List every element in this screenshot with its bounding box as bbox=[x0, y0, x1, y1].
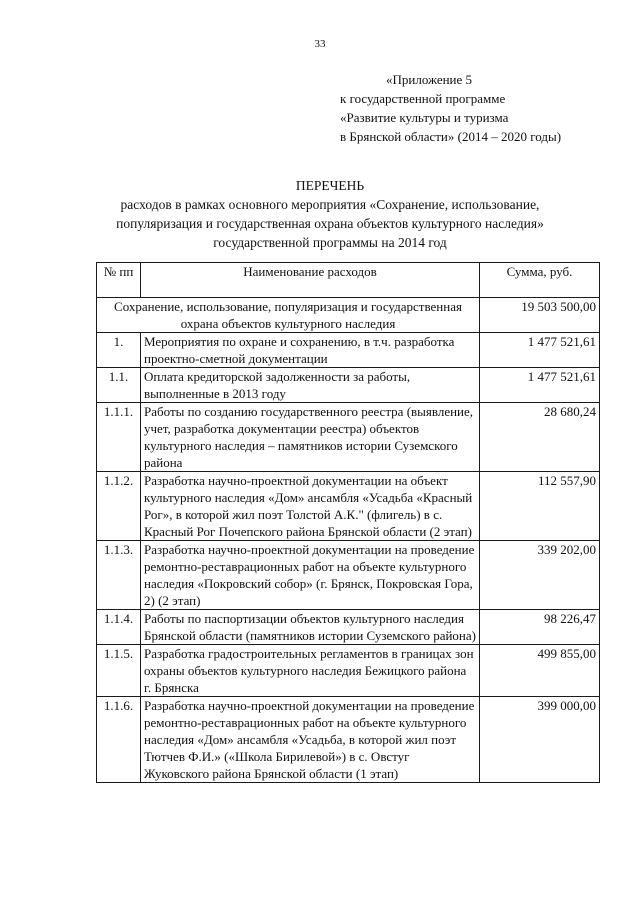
appendix-line: «Развитие культуры и туризма bbox=[340, 110, 509, 125]
row-number: 1.1.3. bbox=[97, 541, 141, 610]
header-num: № пп bbox=[97, 263, 141, 298]
table-header-row bbox=[97, 263, 600, 298]
heading-line: государственной программы на 2014 год bbox=[213, 235, 447, 250]
row-name: Разработка градостроительных регламентов в границах зон охраны объектов культурного наследия Бежицкого района г. Брянска bbox=[141, 645, 480, 697]
row-name: Мероприятия по охране и сохранению, в т.ч. разработка проектно-сметной документации bbox=[141, 333, 480, 368]
row-name: Разработка научно-проектной документации на проведение ремонтно-реставрационных работ на объекте культурного наследия «Покровский собор» (г. Брянск, Покровская Гора, 2) (2 этап) bbox=[141, 541, 480, 610]
appendix-line: «Приложение 5 bbox=[386, 72, 473, 87]
row-sum: 399 000,00 bbox=[480, 697, 600, 783]
total-name: Сохранение, использование, популяризация и государственная охрана объектов культурного наследия bbox=[97, 298, 480, 333]
row-name: Разработка научно-проектной документации на проведение ремонтно-реставрационных работ на объекте культурного наследия «Дом» ансамбля «Усадьба, в которой жил поэт Тютчев Ф.И.» («Школа Бирилевой») в с. Овстуг Жуковского района Брянской области (1 этап) bbox=[141, 697, 480, 783]
row-sum: 1 477 521,61 bbox=[480, 368, 600, 403]
row-number: 1.1.5. bbox=[97, 645, 141, 697]
heading-line: расходов в рамках основного мероприятия «Сохранение, использование, bbox=[120, 197, 540, 212]
appendix-line: к государственной программе bbox=[340, 91, 506, 106]
table-row bbox=[97, 368, 600, 403]
table-row bbox=[97, 403, 600, 472]
document-title: ПЕРЕЧЕНЬ bbox=[295, 178, 365, 193]
row-number: 1.1.6. bbox=[97, 697, 141, 783]
row-sum: 499 855,00 bbox=[480, 645, 600, 697]
row-sum: 98 226,47 bbox=[480, 610, 600, 645]
table-row bbox=[97, 645, 600, 697]
row-sum: 1 477 521,61 bbox=[480, 333, 600, 368]
row-sum: 112 557,90 bbox=[480, 472, 600, 541]
table-row bbox=[97, 472, 600, 541]
row-number: 1.1. bbox=[97, 368, 141, 403]
row-number: 1.1.2. bbox=[97, 472, 141, 541]
page-number: 33 bbox=[314, 38, 326, 50]
table-row bbox=[97, 610, 600, 645]
row-sum: 339 202,00 bbox=[480, 541, 600, 610]
total-row bbox=[97, 298, 600, 333]
heading-line: популяризация и государственная охрана объектов культурного наследия» bbox=[116, 216, 544, 231]
expenses-table bbox=[96, 262, 600, 783]
row-number: 1.1.4. bbox=[97, 610, 141, 645]
appendix-reference bbox=[340, 70, 630, 146]
table-row bbox=[97, 333, 600, 368]
total-sum: 19 503 500,00 bbox=[480, 298, 600, 333]
table-row bbox=[97, 541, 600, 610]
row-name: Оплата кредиторской задолженности за работы, выполненные в 2013 году bbox=[141, 368, 480, 403]
row-number: 1. bbox=[97, 333, 141, 368]
row-number: 1.1.1. bbox=[97, 403, 141, 472]
row-name: Работы по паспортизации объектов культурного наследия Брянской области (памятников истории Суземского района) bbox=[141, 610, 480, 645]
header-sum: Сумма, руб. bbox=[480, 263, 600, 298]
row-name: Работы по созданию государственного реестра (выявление, учет, разработка документации реестра) объектов культурного наследия – памятников истории Суземского района bbox=[141, 403, 480, 472]
appendix-line: в Брянской области» (2014 – 2020 годы) bbox=[340, 129, 562, 144]
document-heading bbox=[60, 176, 600, 252]
row-sum: 28 680,24 bbox=[480, 403, 600, 472]
table-row bbox=[97, 697, 600, 783]
row-name: Разработка научно-проектной документации на объект культурного наследия «Дом» ансамбля «Усадьба «Красный Рог», в которой жил поэт Толстой А.К." (флигель) в с. Красный Рог Почепского района Брянской области (2 этап) bbox=[141, 472, 480, 541]
header-name: Наименование расходов bbox=[141, 263, 480, 298]
